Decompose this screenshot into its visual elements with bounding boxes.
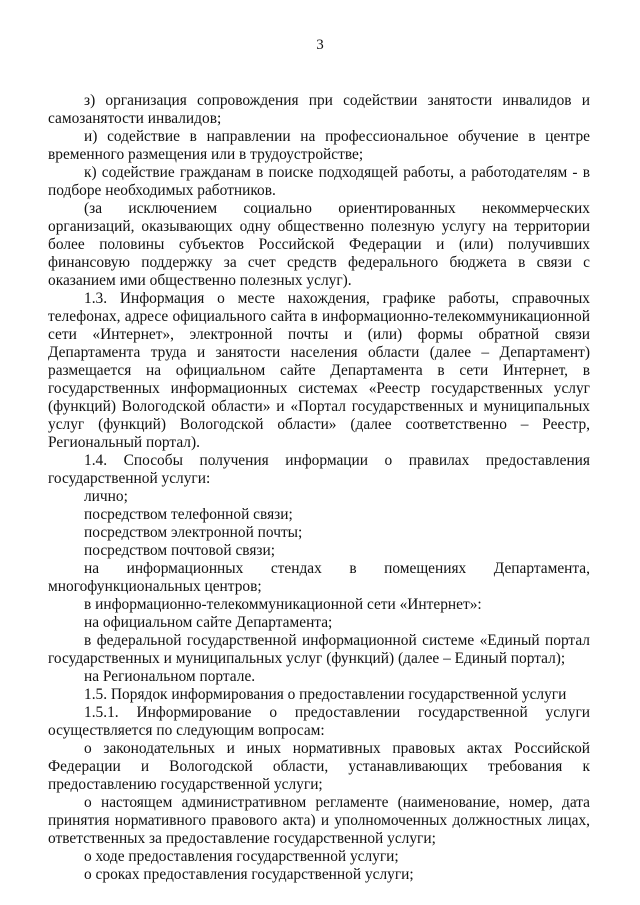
paragraph-item-i: и) содействие в направлении на профессиональное обучение в центре временного размещения или в трудоустройстве; [48, 128, 590, 163]
list-item-email: посредством электронной почты; [84, 524, 303, 541]
list-item-legislation: о законодательных и иных нормативных правовых актах Российской Федерации и Вологодской области, устанавливающих требования к предоставлению государственной услуги; [48, 740, 590, 793]
list-item-in-person: лично; [84, 488, 128, 505]
paragraph-1-5: 1.5. Порядок информирования о предоставлении государственной услуги [84, 686, 567, 703]
paragraph-1-3: 1.3. Информация о месте нахождения, графике работы, справочных телефонах, адресе официального сайта в информационно-телекоммуникационной сети «Интернет», электронной почты и (или) формы обратной связи Департамента труда и занятости населения области (далее – Департамент) размещается на официальном сайте Департамента в сети Интернет, в государственных информационных системах «Реестр государственных услуг (функций) Вологодской области» и «Портал государственных и муниципальных услуг (функций) Вологодской области» (далее соответственно – Реестр, Региональный портал). [48, 290, 590, 451]
list-item-progress: о ходе предоставления государственной услуги; [84, 848, 399, 865]
paragraph-item-k: к) содействие гражданам в поиске подходящей работы, а работодателям - в подборе необходимых работников. [48, 164, 590, 199]
list-item-official-site: на официальном сайте Департамента; [84, 614, 333, 631]
document-body [48, 92, 590, 884]
list-item-phone: посредством телефонной связи; [84, 506, 293, 523]
list-item-post: посредством почтовой связи; [84, 542, 276, 559]
list-item-stands: на информационных стендах в помещениях Департамента, многофункциональных центров; [48, 560, 590, 595]
paragraph-1-5-1: 1.5.1. Информирование о предоставлении государственной услуги осуществляется по следующим вопросам: [48, 704, 590, 739]
paragraph-1-4: 1.4. Способы получения информации о правилах предоставления государственной услуги: [48, 452, 590, 487]
list-item-internet: в информационно-телекоммуникационной сети «Интернет»: [84, 596, 482, 613]
page-number: 3 [316, 37, 324, 53]
paragraph-item-z: з) организация сопровождения при содействии занятости инвалидов и самозанятости инвалидов; [48, 92, 590, 127]
list-item-unified-portal: в федеральной государственной информационной системе «Единый портал государственных и муниципальных услуг (функций) (далее – Единый портал); [48, 632, 590, 667]
list-item-terms: о сроках предоставления государственной услуги; [84, 866, 414, 883]
list-item-regional-portal: на Региональном портале. [84, 668, 256, 685]
paragraph-exclusion-note: (за исключением социально ориентированных некоммерческих организаций, оказывающих одну общественно полезную услугу на территории более половины субъектов Российской Федерации и (или) получивших финансовую поддержку за счет средств федерального бюджета в связи с оказанием ими общественно полезных услуг). [48, 200, 590, 289]
list-item-regulation: о настоящем административном регламенте (наименование, номер, дата принятия нормативного правового акта) и уполномоченных должностных лицах, ответственных за предоставление государственной услуги; [48, 794, 590, 847]
